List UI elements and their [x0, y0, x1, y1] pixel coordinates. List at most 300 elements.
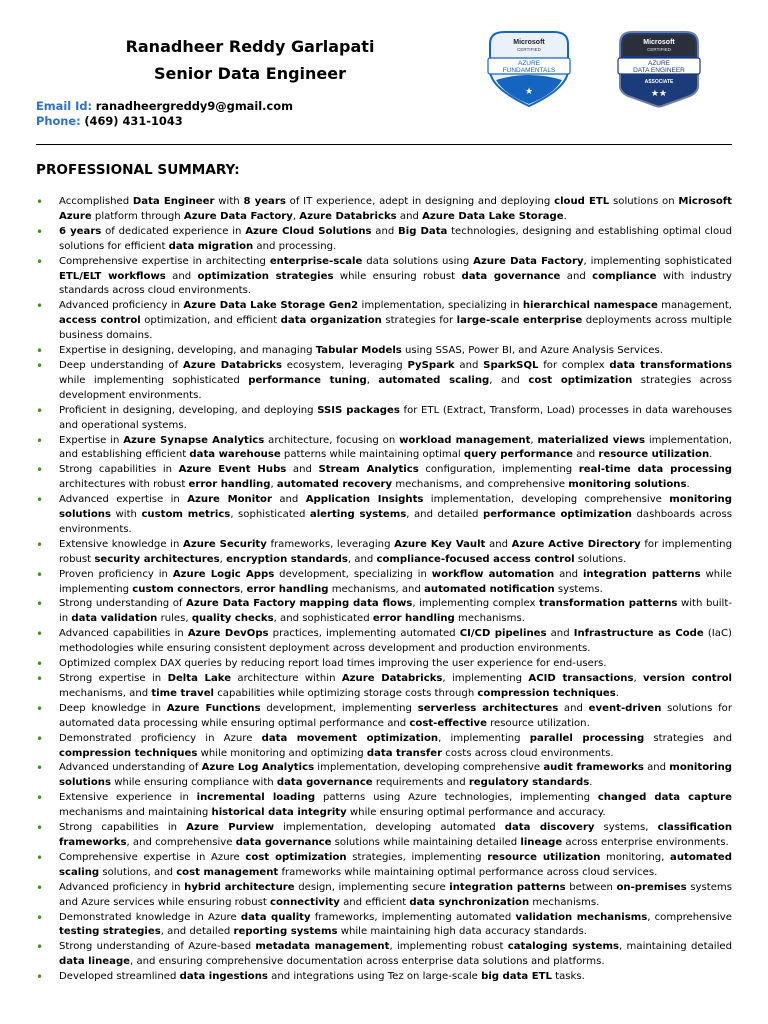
summary-text: implementation, developing comprehensive	[314, 762, 544, 774]
header-divider	[36, 144, 732, 145]
bold-keyword: Azure Data Lake Storage Gen2	[183, 300, 359, 312]
phone-value: (469) 431-1043	[84, 114, 183, 128]
summary-text: , implementing sophisticated	[583, 255, 732, 267]
summary-text: architectures with robust	[59, 479, 189, 491]
bold-keyword: Azure Event Hubs	[178, 464, 287, 476]
bold-keyword: ETL/ELT workflows	[59, 270, 166, 282]
summary-text: management,	[657, 300, 732, 312]
summary-text: mechanisms, and comprehensive	[392, 479, 569, 491]
summary-bullet-item	[36, 851, 732, 881]
summary-bullet-item	[36, 597, 732, 627]
summary-text: and	[165, 270, 198, 282]
summary-text: and	[396, 210, 423, 222]
summary-text: mechanisms.	[529, 896, 600, 908]
bold-keyword: Data Engineer	[132, 196, 215, 207]
bold-keyword: data discovery	[504, 822, 595, 834]
bullet-icon: •	[36, 701, 44, 716]
bold-keyword: performance optimization	[482, 509, 632, 521]
summary-text: Strong capabilities in	[59, 822, 187, 834]
bold-keyword: Azure Data Lake Storage	[422, 210, 564, 222]
bold-keyword: connectivity	[270, 896, 340, 908]
bullet-icon: •	[36, 880, 44, 895]
bold-keyword: automated scaling	[59, 851, 732, 878]
bold-keyword: automated recovery	[276, 479, 393, 491]
bold-keyword: Azure Active Directory	[511, 538, 641, 550]
summary-text: and processing.	[253, 240, 337, 252]
summary-text: .	[563, 210, 567, 222]
azure-data-engineer-badge-icon	[614, 30, 704, 108]
summary-text: ,	[530, 434, 538, 446]
summary-text: development, implementing	[260, 702, 418, 714]
summary-text: Proficient in designing, developing, and deploying	[59, 404, 318, 416]
summary-bullet-item	[36, 225, 732, 255]
bullet-icon: •	[36, 195, 44, 209]
bold-keyword: cost optimization	[245, 851, 347, 863]
bold-keyword: compression techniques	[59, 747, 198, 759]
summary-text: Advanced understanding of	[59, 762, 202, 774]
summary-text: across enterprise environments.	[562, 836, 729, 848]
bold-keyword: workflow automation	[431, 568, 555, 580]
bold-keyword: resource utilization	[487, 851, 601, 863]
email-label: Email Id:	[36, 99, 93, 113]
summary-text: technologies, designing and establishing optimal cloud solutions for efficient	[59, 225, 732, 252]
bold-keyword: 6 years	[59, 225, 102, 237]
summary-text: implementation, and establishing efficient	[59, 434, 733, 461]
summary-bullet-item	[36, 463, 732, 493]
summary-text: Extensive knowledge in	[59, 538, 184, 550]
summary-text: with industry standards across cloud environments.	[59, 270, 732, 297]
summary-text: for implementing robust	[59, 538, 732, 565]
summary-bullet-item	[36, 657, 732, 672]
bullet-icon: •	[36, 627, 44, 642]
summary-text: dashboards across environments.	[59, 509, 732, 535]
bold-keyword: custom metrics	[141, 509, 231, 521]
bold-keyword: alerting systems	[309, 509, 407, 521]
bold-keyword: monitoring solutions	[59, 762, 733, 789]
summary-text: Demonstrated proficiency in Azure	[59, 732, 262, 744]
svg-text:★: ★	[524, 87, 534, 97]
summary-text: with built-in	[59, 598, 732, 625]
bold-keyword: 8 years	[243, 196, 286, 207]
summary-bullet-item	[36, 761, 732, 791]
summary-text: mechanisms.	[454, 613, 525, 625]
bold-keyword: data lineage	[59, 956, 131, 968]
summary-text: Strong understanding of Azure-based	[59, 941, 256, 953]
summary-list	[36, 195, 732, 985]
bold-keyword: error handling	[188, 479, 271, 491]
summary-text: Strong capabilities in	[59, 464, 179, 476]
svg-text:Microsoft: Microsoft	[513, 39, 545, 46]
bullet-icon: •	[36, 731, 44, 746]
summary-bullet-item	[36, 791, 732, 821]
bold-keyword: data validation	[71, 613, 158, 625]
summary-text: , implementing complex	[412, 598, 540, 610]
summary-text: capabilities while optimizing storage costs through	[214, 687, 478, 699]
summary-bullet-item	[36, 255, 732, 300]
summary-text: frameworks, implementing automated	[310, 911, 516, 923]
bullet-icon: •	[36, 537, 44, 552]
summary-text: , and	[347, 553, 377, 565]
summary-text: and	[546, 628, 574, 640]
bold-keyword: on-premises	[616, 881, 687, 893]
phone-label: Phone:	[36, 114, 81, 128]
summary-text: strategies for	[381, 315, 457, 327]
summary-text: , implementing robust	[389, 941, 508, 953]
bold-keyword: event-driven	[588, 702, 662, 714]
bold-keyword: Azure Cloud Solutions	[245, 225, 372, 237]
bold-keyword: data quality	[240, 911, 311, 923]
summary-text: between	[565, 881, 617, 893]
summary-text: Optimized complex DAX queries by reducing report load times improving the user experience for end-users.	[59, 658, 607, 670]
bold-keyword: encryption standards	[226, 553, 348, 565]
bold-keyword: testing strategies	[59, 926, 161, 938]
bullet-icon: •	[36, 761, 44, 776]
bold-keyword: compliance	[592, 270, 657, 282]
summary-bullet-item	[36, 493, 732, 538]
bold-keyword: quality checks	[191, 613, 274, 625]
summary-text: mechanisms, and	[59, 687, 152, 699]
bold-keyword: Azure Data Factory mapping data flows	[186, 598, 413, 610]
bold-keyword: Azure Databricks	[341, 673, 443, 684]
bold-keyword: Azure Monitor	[187, 494, 272, 506]
summary-text: Developed streamlined	[59, 971, 180, 983]
bullet-icon: •	[36, 821, 44, 836]
bold-keyword: data movement optimization	[261, 732, 439, 744]
bullet-icon: •	[36, 493, 44, 508]
bold-keyword: Azure Functions	[166, 702, 261, 714]
bullet-icon: •	[36, 672, 44, 686]
bold-keyword: custom connectors	[132, 583, 241, 595]
bold-keyword: Delta Lake	[167, 673, 232, 684]
bold-keyword: workload management	[399, 434, 531, 446]
svg-text:CERTIFIED: CERTIFIED	[517, 47, 541, 52]
summary-text: development, specializing in	[274, 568, 432, 580]
bold-keyword: serverless architectures	[417, 702, 559, 714]
summary-bullet-item	[36, 627, 732, 657]
summary-text: solutions while maintaining detailed	[331, 836, 521, 848]
summary-text: ecosystem, leveraging	[281, 359, 408, 371]
bold-keyword: ACID transactions	[528, 673, 634, 684]
bold-keyword: transformation patterns	[539, 598, 678, 610]
bold-keyword: hybrid architecture	[184, 881, 295, 893]
phone-line	[36, 114, 183, 129]
summary-text: systems.	[554, 583, 603, 595]
azure-fundamentals-badge-icon	[484, 30, 574, 108]
summary-text: monitoring,	[600, 851, 671, 863]
bullet-icon: •	[36, 254, 44, 269]
summary-bullet-item	[36, 732, 732, 762]
summary-text: .	[615, 687, 619, 699]
bold-keyword: Azure Purview	[186, 822, 275, 834]
summary-text: and	[271, 494, 306, 506]
bold-keyword: materialized views	[537, 434, 645, 446]
bold-keyword: Tabular Models	[315, 345, 402, 357]
summary-text: , maintaining detailed	[619, 941, 732, 953]
bold-keyword: Application Insights	[305, 494, 424, 506]
summary-text: , and detailed	[406, 509, 483, 521]
bold-keyword: Azure Databricks	[183, 359, 282, 371]
summary-text: using SSAS, Power BI, and Azure Analysis Services.	[401, 345, 663, 357]
bullet-icon: •	[36, 358, 44, 373]
bold-keyword: integration patterns	[582, 568, 701, 580]
bold-keyword: large-scale enterprise	[456, 315, 583, 327]
bold-keyword: data governance	[461, 270, 561, 282]
summary-text: systems,	[594, 822, 658, 834]
summary-bullet-item	[36, 970, 732, 985]
bold-keyword: classification frameworks	[59, 822, 733, 848]
summary-text: Accomplished	[59, 196, 133, 207]
job-title: Senior Data Engineer	[153, 64, 347, 83]
summary-text: and	[560, 270, 593, 282]
svg-text:CERTIFIED: CERTIFIED	[647, 47, 671, 52]
summary-text: , comprehensive	[647, 911, 732, 923]
bold-keyword: PySpark	[407, 359, 455, 371]
bold-keyword: compression techniques	[477, 687, 616, 699]
summary-bullet-item	[36, 940, 732, 970]
summary-text: Strong understanding of	[59, 598, 187, 610]
summary-text: Comprehensive expertise in Azure	[59, 851, 246, 863]
bold-keyword: cost optimization	[528, 374, 633, 386]
bold-keyword: Big Data	[398, 225, 448, 237]
svg-text:AZURE: AZURE	[647, 60, 671, 67]
bold-keyword: monitoring solutions	[568, 479, 687, 491]
bold-keyword: enterprise-scale	[269, 255, 363, 267]
bold-keyword: Azure Synapse Analytics	[123, 434, 265, 446]
summary-text: data solutions using	[362, 255, 474, 267]
summary-text: platform through	[91, 210, 184, 222]
summary-text: costs across cloud environments.	[442, 747, 614, 759]
bold-keyword: compliance-focused access control	[376, 553, 575, 565]
bold-keyword: Azure Logic Apps	[172, 568, 275, 580]
summary-text: while ensuring compliance with	[111, 777, 277, 789]
summary-text: Advanced proficiency in	[59, 881, 185, 893]
summary-text: solutions.	[574, 553, 627, 565]
bold-keyword: audit frameworks	[543, 762, 644, 774]
bullet-icon: •	[36, 433, 44, 448]
bullet-icon: •	[36, 344, 44, 359]
summary-text: ,	[366, 374, 379, 386]
bullet-icon: •	[36, 940, 44, 955]
svg-text:DATA ENGINEER: DATA ENGINEER	[633, 67, 685, 74]
bold-keyword: real-time data processing	[578, 464, 732, 476]
bold-keyword: version control	[643, 673, 733, 684]
summary-text: while implementing sophisticated	[59, 374, 249, 386]
bullet-icon: •	[36, 597, 44, 612]
summary-text: and	[572, 449, 599, 461]
summary-bullet-item	[36, 195, 732, 225]
summary-bullet-item	[36, 404, 732, 434]
bold-keyword: Stream Analytics	[318, 464, 419, 476]
summary-bullet-item	[36, 702, 732, 732]
summary-text: with	[214, 196, 244, 207]
summary-text: frameworks, leveraging	[266, 538, 395, 550]
summary-text: implementation, specializing in	[358, 300, 523, 312]
bold-keyword: data migration	[168, 240, 254, 252]
summary-text: , sophisticated	[230, 509, 310, 521]
summary-text: patterns using Azure technologies, implementing	[315, 792, 598, 804]
summary-text: , and sophisticated	[273, 613, 373, 625]
summary-text: Advanced capabilities in	[59, 628, 188, 640]
bold-keyword: data governance	[276, 777, 373, 789]
bullet-icon: •	[36, 791, 44, 806]
bold-keyword: incremental loading	[196, 792, 316, 804]
summary-text: .	[589, 777, 593, 789]
summary-text: strategies and	[644, 732, 732, 744]
summary-text: implementation, developing automated	[274, 822, 505, 834]
summary-text: ,	[633, 673, 644, 684]
summary-text: strategies across development environments.	[59, 374, 732, 401]
bold-keyword: big data ETL	[481, 971, 552, 983]
bold-keyword: CI/CD pipelines	[459, 628, 547, 640]
summary-text: Extensive experience in	[59, 792, 197, 804]
bold-keyword: hierarchical namespace	[522, 300, 658, 312]
summary-text: .	[686, 479, 690, 491]
summary-text: systems and Azure services while ensuring robust	[59, 881, 732, 908]
svg-text:FUNDAMENTALS: FUNDAMENTALS	[502, 67, 556, 74]
summary-text: solutions on	[609, 196, 679, 207]
summary-text: while implementing	[59, 568, 732, 595]
summary-text: with	[111, 509, 142, 521]
summary-text: deployments across multiple business domains.	[59, 315, 732, 342]
summary-text: , and	[489, 374, 529, 386]
bullet-icon: •	[36, 224, 44, 239]
summary-text: mechanisms, and	[328, 583, 425, 595]
bold-keyword: regulatory standards	[468, 777, 590, 789]
bold-keyword: integration patterns	[449, 881, 566, 893]
bullet-icon: •	[36, 299, 44, 314]
summary-text: and	[371, 225, 399, 237]
bullet-icon: •	[36, 403, 44, 418]
bold-keyword: data governance	[235, 836, 332, 848]
summary-bullet-item	[36, 538, 732, 568]
summary-text: Expertise in	[59, 434, 124, 446]
summary-bullet-item	[36, 299, 732, 344]
bold-keyword: data ingestions	[179, 971, 268, 983]
svg-text:AZURE: AZURE	[517, 60, 541, 67]
bold-keyword: access control	[59, 315, 141, 327]
summary-bullet-item	[36, 568, 732, 598]
summary-bullet-item	[36, 344, 732, 359]
bold-keyword: query performance	[463, 449, 573, 461]
bold-keyword: metadata management	[255, 941, 390, 953]
summary-text: design, implementing secure	[294, 881, 450, 893]
summary-text: ,	[270, 479, 277, 491]
summary-text: practices, implementing automated	[268, 628, 460, 640]
summary-text: Advanced expertise in	[59, 494, 188, 506]
bold-keyword: data organization	[280, 315, 382, 327]
summary-text: optimization, and efficient	[140, 315, 281, 327]
summary-text: Demonstrated knowledge in Azure	[59, 911, 241, 923]
bold-keyword: Azure Databricks	[299, 210, 397, 222]
bold-keyword: data warehouse	[189, 449, 281, 461]
email-line	[36, 99, 293, 114]
summary-text: , and detailed	[160, 926, 234, 938]
bold-keyword: Azure Data Factory	[473, 255, 584, 267]
bold-keyword: Infrastructure as Code	[573, 628, 704, 640]
bold-keyword: cloud ETL	[554, 196, 610, 207]
summary-text: and	[558, 702, 589, 714]
summary-bullet-item	[36, 672, 732, 702]
bold-keyword: Azure Security	[183, 538, 267, 550]
svg-text:★★: ★★	[650, 89, 668, 99]
bold-keyword: error handling	[246, 583, 329, 595]
bold-keyword: reporting systems	[233, 926, 338, 938]
summary-text: and	[643, 762, 670, 774]
summary-bullet-item	[36, 434, 732, 464]
bold-keyword: performance tuning	[248, 374, 367, 386]
summary-text: , implementing	[438, 732, 530, 744]
summary-text: .	[709, 449, 713, 461]
bold-keyword: automated notification	[424, 583, 555, 595]
summary-text: and	[286, 464, 319, 476]
bold-keyword: lineage	[520, 836, 563, 848]
summary-text: solutions, and	[99, 866, 177, 878]
bold-keyword: SSIS packages	[317, 404, 400, 416]
summary-text: and	[554, 568, 583, 580]
bold-keyword: cost management	[176, 866, 279, 878]
summary-text: , and comprehensive	[126, 836, 236, 848]
summary-text: requirements and	[372, 777, 469, 789]
summary-text: (IaC) methodologies while ensuring consistent deployment across development and production environments.	[59, 628, 732, 655]
summary-text: Strong expertise in	[59, 673, 168, 684]
summary-text: of dedicated experience in	[101, 225, 246, 237]
bold-keyword: automated scaling	[378, 374, 490, 386]
summary-text: for ETL (Extract, Transform, Load) processes in data warehouses and operational systems.	[59, 404, 732, 431]
bold-keyword: Azure DevOps	[187, 628, 269, 640]
summary-bullet-item	[36, 821, 732, 851]
summary-text: Expertise in designing, developing, and managing	[59, 345, 316, 357]
bold-keyword: parallel processing	[529, 732, 645, 744]
summary-text: and	[454, 359, 484, 371]
bold-keyword: cost-effective	[409, 717, 487, 729]
summary-text: and efficient	[339, 896, 410, 908]
summary-text: implementation, developing comprehensive	[423, 494, 670, 506]
section-title-professional-summary: PROFESSIONAL SUMMARY:	[36, 162, 240, 178]
bold-keyword: SparkSQL	[483, 359, 539, 371]
summary-text: of IT experience, adept in designing and deploying	[285, 196, 555, 207]
bold-keyword: data transformations	[609, 359, 733, 371]
summary-bullet-item	[36, 911, 732, 941]
summary-text: ,	[292, 210, 300, 222]
summary-text: architecture, focusing on	[264, 434, 400, 446]
summary-text: tasks.	[551, 971, 585, 983]
email-value[interactable]: ranadheergreddy9@gmail.com	[95, 99, 293, 113]
summary-text: , and ensuring comprehensive documentation across enterprise data solutions and platforms.	[130, 956, 605, 968]
summary-text: and integrations using Tez on large-scale	[267, 971, 482, 983]
bold-keyword: Azure Data Factory	[183, 210, 293, 222]
summary-text: Advanced proficiency in	[59, 300, 184, 312]
summary-text: , implementing	[442, 673, 529, 684]
summary-text: solutions for automated data processing while ensuring optimal performance and	[59, 702, 732, 729]
bold-keyword: error handling	[372, 613, 455, 625]
bold-keyword: Azure Key Vault	[394, 538, 486, 550]
bold-keyword: historical data integrity	[211, 807, 347, 819]
summary-text: configuration, implementing	[418, 464, 579, 476]
summary-bullet-item	[36, 359, 732, 404]
summary-text: and	[485, 538, 512, 550]
summary-text: resource utilization.	[486, 717, 590, 729]
candidate-name: Ranadheer Reddy Garlapati	[125, 37, 375, 56]
bold-keyword: security architectures	[94, 553, 220, 565]
summary-text: strategies, implementing	[346, 851, 488, 863]
summary-text: Deep knowledge in	[59, 702, 167, 714]
bold-keyword: data synchronization	[409, 896, 530, 908]
summary-text: patterns while maintaining optimal	[280, 449, 464, 461]
bold-keyword: resource utilization	[598, 449, 710, 461]
bullet-icon: •	[36, 567, 44, 582]
summary-text: while ensuring optimal performance and accuracy.	[346, 807, 606, 819]
summary-bullet-item	[36, 881, 732, 911]
